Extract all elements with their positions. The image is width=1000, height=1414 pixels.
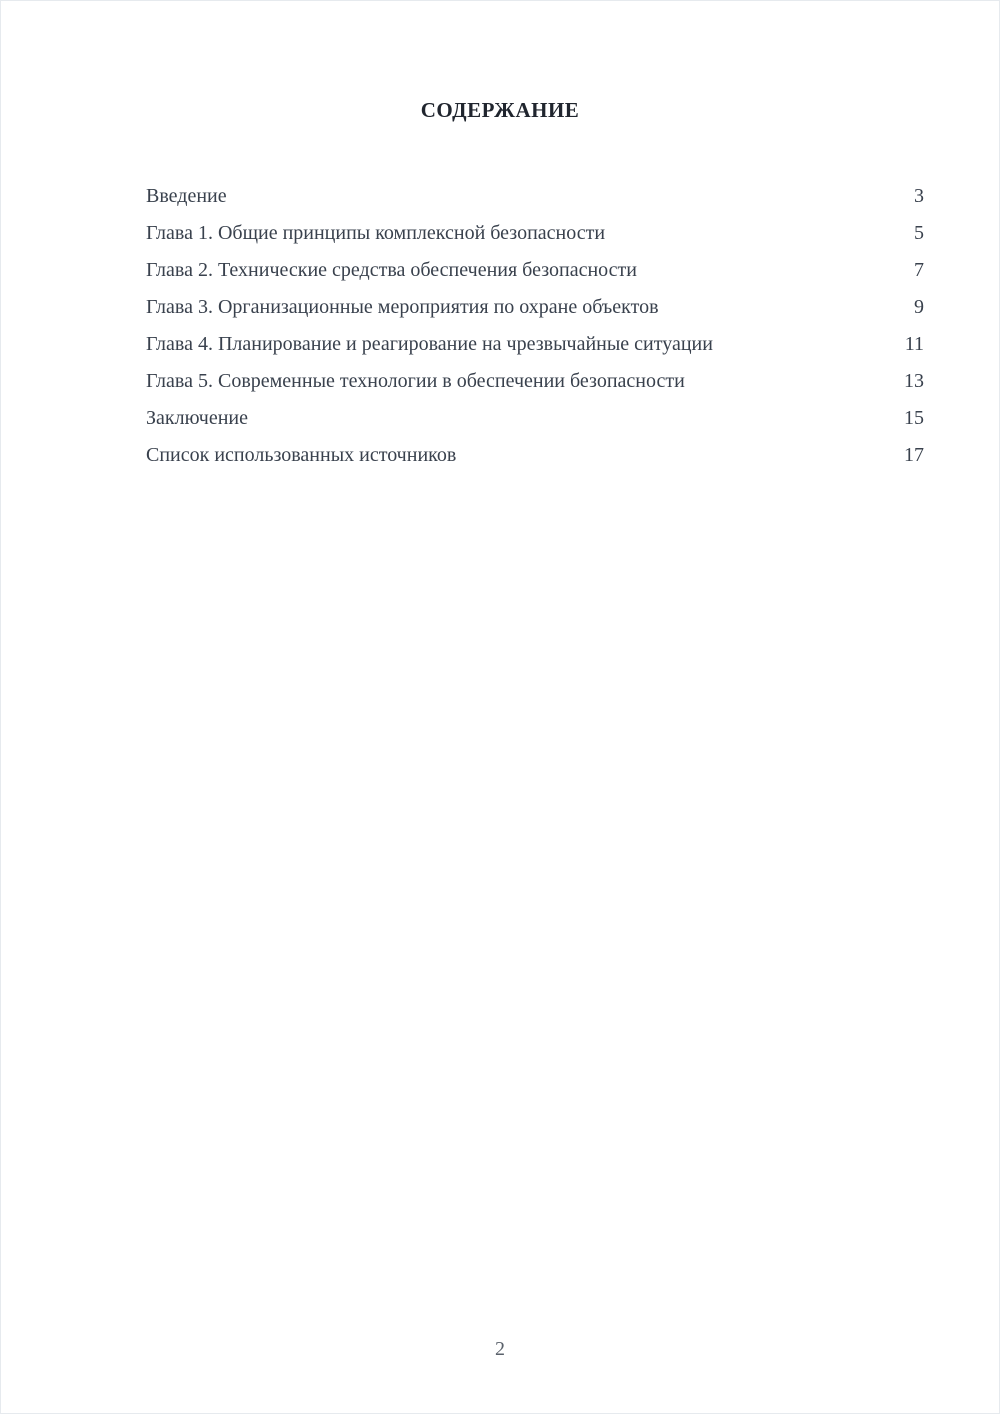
toc-entry-page: 9	[914, 296, 924, 318]
toc-entry-label: Глава 2. Технические средства обеспечения безопасности	[146, 259, 637, 281]
toc-entry	[146, 368, 924, 395]
toc-entry	[146, 183, 924, 210]
toc-entry-page: 13	[904, 370, 924, 392]
toc-entry	[146, 220, 924, 247]
toc-entry-page: 3	[914, 185, 924, 207]
toc-entry-label: Глава 3. Организационные мероприятия по охране объектов	[146, 296, 659, 318]
toc-entry-page: 17	[904, 444, 924, 466]
toc-entry-page: 5	[914, 222, 924, 244]
toc-entry-page: 7	[914, 259, 924, 281]
page-title: СОДЕРЖАНИЕ	[420, 98, 580, 122]
toc-entry-label: Глава 4. Планирование и реагирование на чрезвычайные ситуации	[146, 333, 713, 355]
toc-entry-label: Глава 5. Современные технологии в обеспечении безопасности	[146, 370, 685, 392]
toc-entry	[146, 405, 924, 432]
toc-entry-label: Введение	[146, 185, 227, 207]
toc-entry	[146, 294, 924, 321]
toc-entry-label: Заключение	[146, 407, 248, 429]
toc-entry	[146, 331, 924, 358]
toc-entry-label: Глава 1. Общие принципы комплексной безопасности	[146, 222, 606, 244]
toc-entry	[146, 257, 924, 284]
toc-entry-label: Список использованных источников	[146, 444, 457, 466]
toc-entry-page: 15	[904, 407, 924, 429]
toc-entry	[146, 442, 924, 469]
footer-page-number: 2	[495, 1338, 505, 1360]
toc-entry-page: 11	[904, 333, 924, 355]
table-of-contents	[146, 183, 924, 469]
